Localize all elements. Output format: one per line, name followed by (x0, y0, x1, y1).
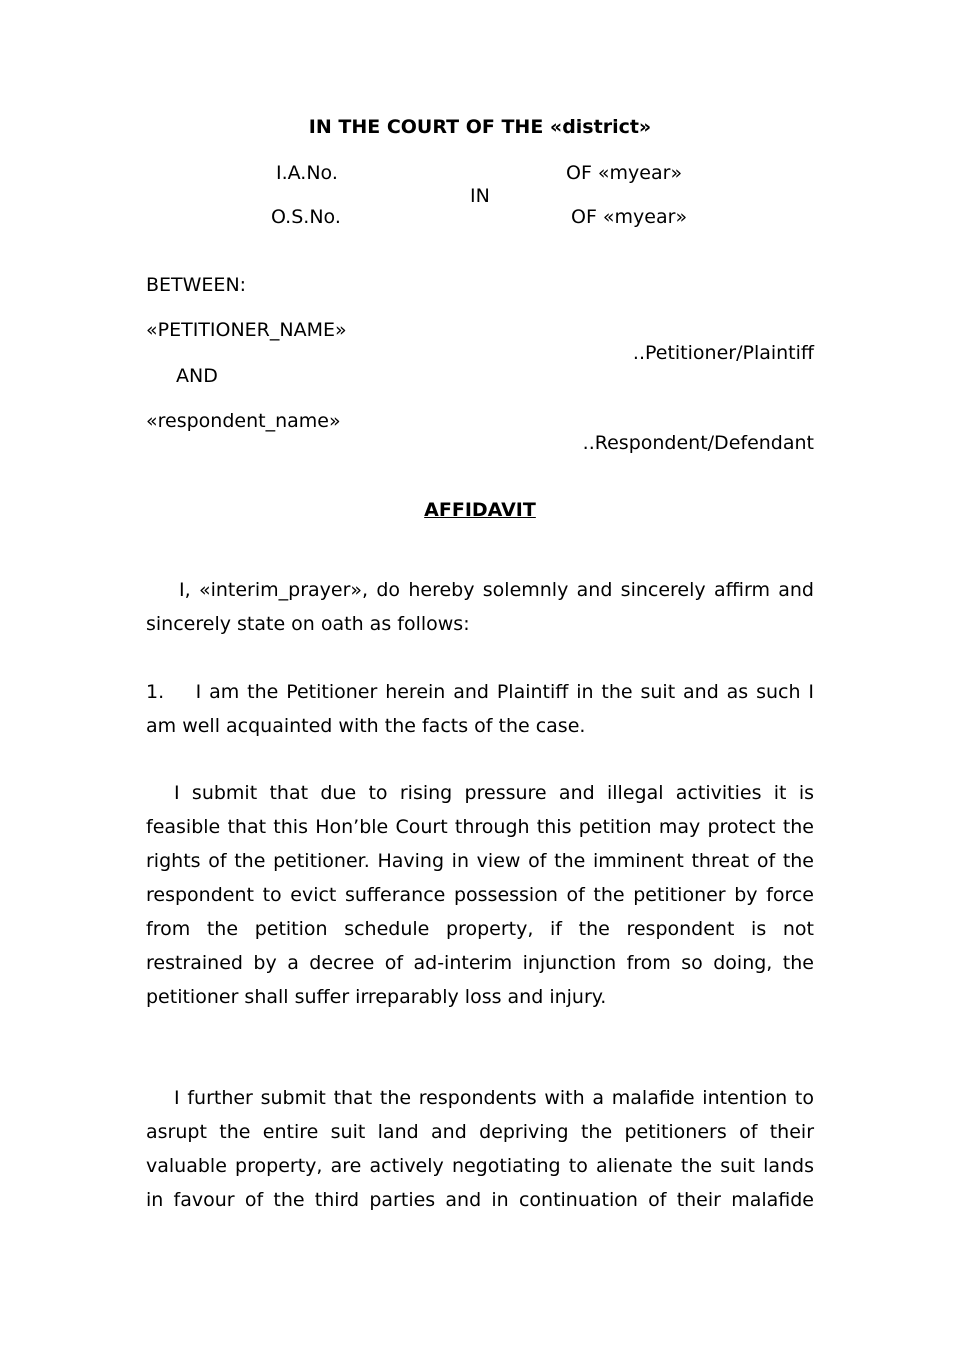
intro-line: sincerely state on oath as follows: (146, 613, 470, 635)
and-label: AND (176, 365, 218, 387)
court-title: IN THE COURT OF THE «district» (308, 116, 652, 138)
paragraph-3-line: I further submit that the respondents with a malafide intention to (174, 1087, 814, 1109)
ia-number-label: I.A.No. (276, 162, 338, 184)
between-label: BETWEEN: (146, 274, 247, 296)
paragraph-1-line: 1. I am the Petitioner herein and Plaintiff in the suit and as such I (146, 681, 814, 703)
respondent-role: ..Respondent/Defendant (582, 432, 814, 454)
paragraph-2-line: rights of the petitioner. Having in view of the imminent threat of the (146, 850, 814, 872)
paragraph-3-line: in favour of the third parties and in continuation of their malafide (146, 1189, 814, 1211)
paragraph-1-line: am well acquainted with the facts of the case. (146, 715, 586, 737)
petitioner-name: «PETITIONER_NAME» (146, 319, 347, 341)
paragraph-2-line: respondent to evict sufferance possession of the petitioner by force (146, 884, 814, 906)
petitioner-role: ..Petitioner/Plaintiff (632, 342, 814, 364)
paragraph-2-line: restrained by a decree of ad-interim injunction from so doing, the (146, 952, 814, 974)
os-number-label: O.S.No. (271, 206, 341, 228)
paragraph-1 (146, 675, 814, 743)
paragraph-2-line: I submit that due to rising pressure and illegal activities it is (174, 782, 814, 804)
os-year: OF «myear» (571, 206, 688, 228)
paragraph-2 (146, 776, 814, 1014)
intro-line: I, «interim_prayer», do hereby solemnly and sincerely affirm and (179, 579, 814, 601)
intro-paragraph (146, 573, 814, 641)
respondent-name: «respondent_name» (146, 410, 341, 432)
paragraph-2-line: feasible that this Hon’ble Court through this petition may protect the (146, 816, 814, 838)
in-label: IN (470, 185, 490, 207)
paragraph-3-line: valuable property, are actively negotiating to alienate the suit lands (146, 1155, 814, 1177)
ia-year: OF «myear» (566, 162, 683, 184)
paragraph-2-line: petitioner shall suffer irreparably loss and injury. (146, 986, 607, 1008)
paragraph-3-line: asrupt the entire suit land and depriving the petitioners of their (146, 1121, 814, 1143)
paragraph-2-line: from the petition schedule property, if the respondent is not (146, 918, 814, 940)
paragraph-3 (146, 1081, 814, 1217)
affidavit-heading: AFFIDAVIT (424, 499, 536, 521)
